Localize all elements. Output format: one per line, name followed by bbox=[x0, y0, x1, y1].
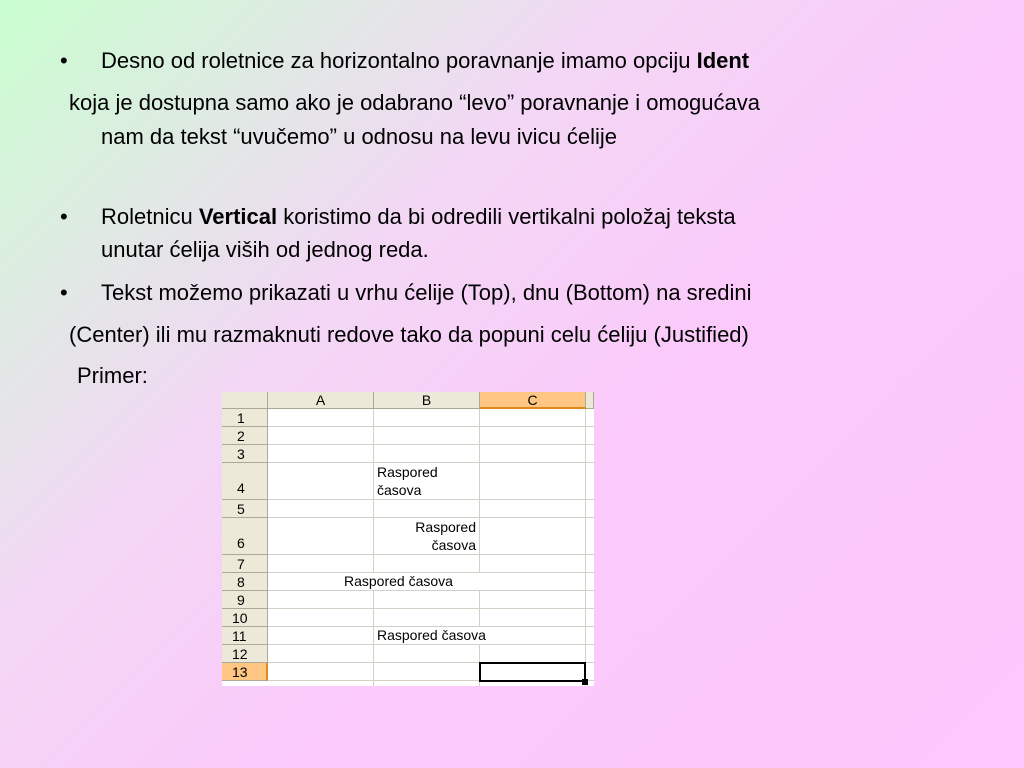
row-header-13: 13 bbox=[222, 663, 268, 681]
row-header-4: 4 bbox=[222, 463, 268, 500]
row-header-3: 3 bbox=[222, 445, 268, 463]
row-header-5: 5 bbox=[222, 500, 268, 518]
row-header-6: 6 bbox=[222, 518, 268, 555]
column-header-b: B bbox=[374, 392, 480, 409]
cell-b6-line-2: časova bbox=[431, 537, 476, 553]
row-header-7: 7 bbox=[222, 555, 268, 573]
row-header-2: 2 bbox=[222, 427, 268, 445]
row-header-8: 8 bbox=[222, 573, 268, 591]
cell-b6-line-1: Raspored bbox=[415, 519, 476, 535]
row-header-1: 1 bbox=[222, 409, 268, 427]
bullet-1-line-1 bbox=[101, 48, 749, 74]
cell-b11: Raspored časova bbox=[377, 627, 486, 643]
bullet-2-line-2: unutar ćelija viših od jednog reda. bbox=[101, 237, 429, 262]
bullet-2-text-pre: Roletnicu bbox=[101, 204, 199, 229]
row-header-10: 10 bbox=[222, 609, 268, 627]
column-header-a: A bbox=[268, 392, 374, 409]
bullet-1-line-2: koja je dostupna samo ako je odabrano “levo” poravnanje i omogućava bbox=[69, 90, 760, 115]
bullet-2-line-1 bbox=[101, 204, 736, 230]
row-header-12: 12 bbox=[222, 645, 268, 663]
column-header-d bbox=[586, 392, 594, 409]
cell-b4-line-1: Raspored bbox=[377, 464, 438, 480]
bullet-1-text: Desno od roletnice za horizontalno poravnanje imamo opciju bbox=[101, 48, 697, 73]
bullet-marker-2: • bbox=[60, 204, 68, 229]
row-header-11: 11 bbox=[222, 627, 268, 645]
bullet-3-line-1: Tekst možemo prikazati u vrhu ćelije (Top), dnu (Bottom) na sredini bbox=[101, 280, 752, 305]
bullet-marker-1: • bbox=[60, 48, 68, 73]
cell-b4-line-2: časova bbox=[377, 482, 422, 498]
bullet-1-bold: Ident bbox=[696, 48, 750, 73]
bullet-1-line-3: nam da tekst “uvučemo” u odnosu na levu ivicu ćelije bbox=[101, 124, 618, 149]
bullet-marker-3: • bbox=[60, 280, 68, 305]
fill-handle[interactable] bbox=[582, 679, 588, 685]
spreadsheet-example bbox=[222, 392, 594, 686]
bullet-3-line-3: Primer: bbox=[77, 363, 148, 388]
bullet-3-line-2: (Center) ili mu razmaknuti redove tako da popuni celu ćeliju (Justified) bbox=[69, 322, 749, 347]
cell-b8: Raspored časova bbox=[344, 573, 453, 589]
bullet-2-bold: Vertical bbox=[198, 204, 278, 229]
row-header-9: 9 bbox=[222, 591, 268, 609]
active-cell-c13[interactable] bbox=[479, 662, 586, 682]
select-all-corner bbox=[222, 392, 268, 409]
column-header-c: C bbox=[480, 392, 586, 409]
bullet-2-text-post: koristimo da bi odredili vertikalni položaj teksta bbox=[277, 204, 736, 229]
